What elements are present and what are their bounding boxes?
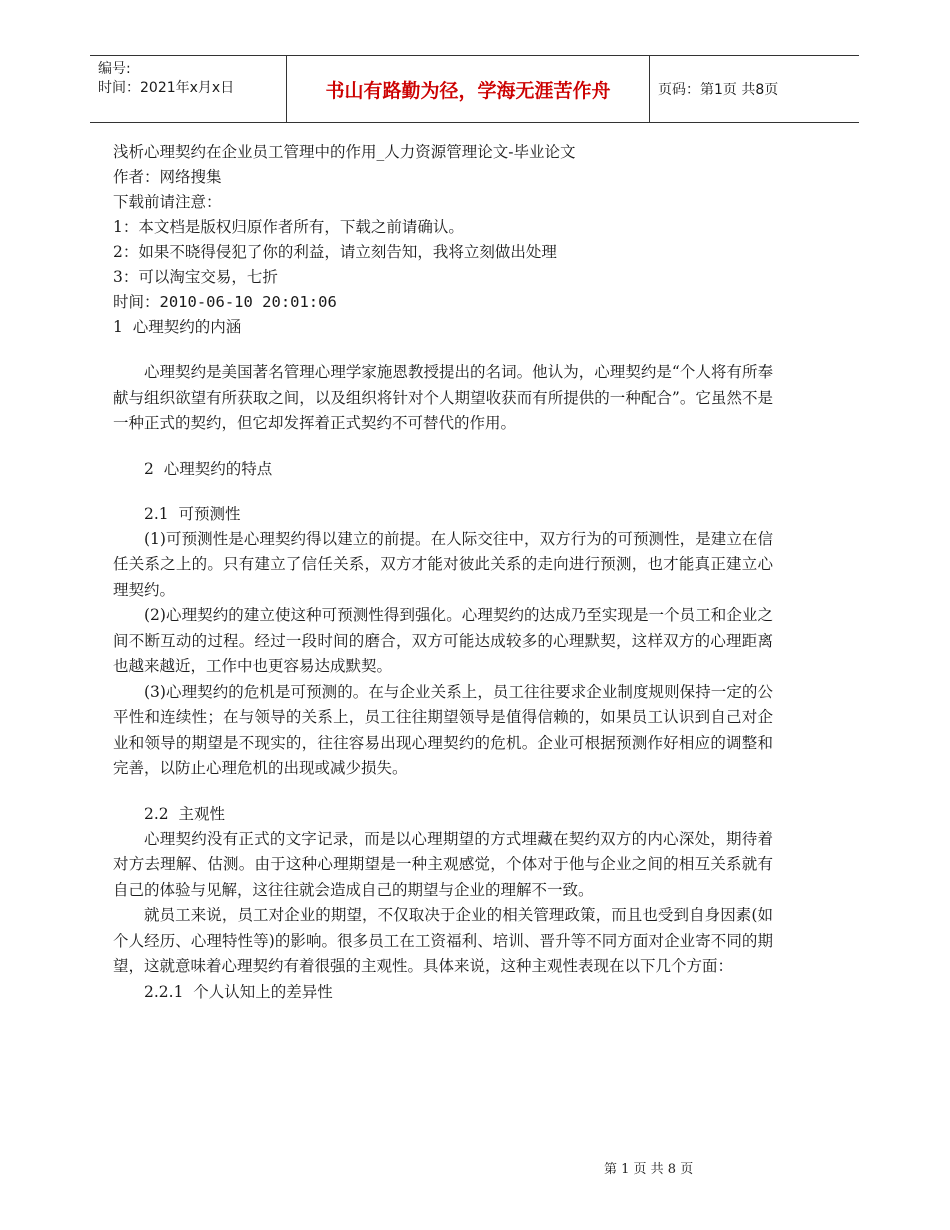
notice-item: 2：如果不晓得侵犯了你的利益，请立刻告知，我将立刻做出处理 [113, 243, 557, 261]
body-paragraph: (2)心理契约的建立使这种可预测性得到强化。心理契约的达成乃至实现是一个员工和企业之间不断互动的过程。经过一段时间的磨合，双方可能达成较多的心理默契，这样双方的心理距离也越来越近，工作中也更容易达成默契。 [113, 606, 773, 675]
body-paragraph: 心理契约是美国著名管理心理学家施恩教授提出的名词。他认为，心理契约是“个人将有所奉献与组织欲望有所获取之间，以及组织将针对个人期望收获而有所提供的一种配合”。它虽然不是一种正式的契约，但它却发挥着正式契约不可替代的作用。 [113, 363, 773, 432]
notice-item: 1：本文档是版权归原作者所有，下载之前请确认。 [113, 218, 464, 236]
section-heading: 1 心理契约的内涵 [113, 318, 242, 336]
document-title: 浅析心理契约在企业员工管理中的作用_人力资源管理论文-毕业论文 [113, 143, 576, 161]
header-divider [649, 56, 650, 122]
document-timestamp: 时间：2010-06-10 20:01:06 [113, 293, 337, 311]
header-page-code: 页码：第1页 共8页 [658, 82, 779, 98]
body-paragraph: 心理契约没有正式的文字记录，而是以心理期望的方式埋藏在契约双方的内心深处，期待着对方去理解、估测。由于这种心理期望是一种主观感觉，个体对于他与企业之间的相互关系就有自己的体验与见解，这往往就会造成自己的期望与企业的理解不一致。 [113, 829, 773, 899]
page-footer: 第 1 页 共 8 页 [604, 1162, 694, 1177]
document-body [113, 140, 773, 1005]
subsection-heading: 2.2.1 个人认知上的差异性 [144, 982, 333, 1001]
header-meta [98, 60, 283, 98]
header-motto: 书山有路勤为径，学海无涯苦作舟 [325, 79, 611, 102]
download-notice: 下载前请注意： [113, 193, 222, 211]
body-paragraph: (3)心理契约的危机是可预测的。在与企业关系上，员工往往要求企业制度规则保持一定的公平性和连续性；在与领导的关系上，员工往往期望领导是值得信赖的，如果员工认识到自己对企业和领导的期望是不现实的，往往容易出现心理契约的危机。企业可根据预测作好相应的调整和完善，以防止心理危机的出现或减少损失。 [113, 682, 773, 777]
subsection-heading: 2.1 可预测性 [144, 504, 241, 523]
body-paragraph: (1)可预测性是心理契约得以建立的前提。在人际交往中，双方行为的可预测性，是建立在信任关系之上的。只有建立了信任关系，双方才能对彼此关系的走向进行预测，也才能真正建立心理契约。 [113, 529, 773, 599]
page-header [90, 55, 859, 123]
document-number-label: 编号: [98, 61, 131, 77]
subsection-heading: 2.2 主观性 [144, 804, 226, 823]
body-paragraph: 就员工来说，员工对企业的期望，不仅取决于企业的相关管理政策，而且也受到自身因素(如个人经历、心理特性等)的影响。很多员工在工资福利、培训、晋升等不同方面对企业寄不同的期望，这就意味着心理契约有着很强的主观性。具体来说，这种主观性表现在以下几个方面： [113, 906, 773, 975]
document-time-label: 时间：2021年x月x日 [98, 80, 235, 96]
document-author: 作者：网络搜集 [113, 168, 222, 186]
section-heading: 2 心理契约的特点 [144, 459, 273, 478]
notice-item: 3：可以淘宝交易，七折 [113, 268, 278, 286]
